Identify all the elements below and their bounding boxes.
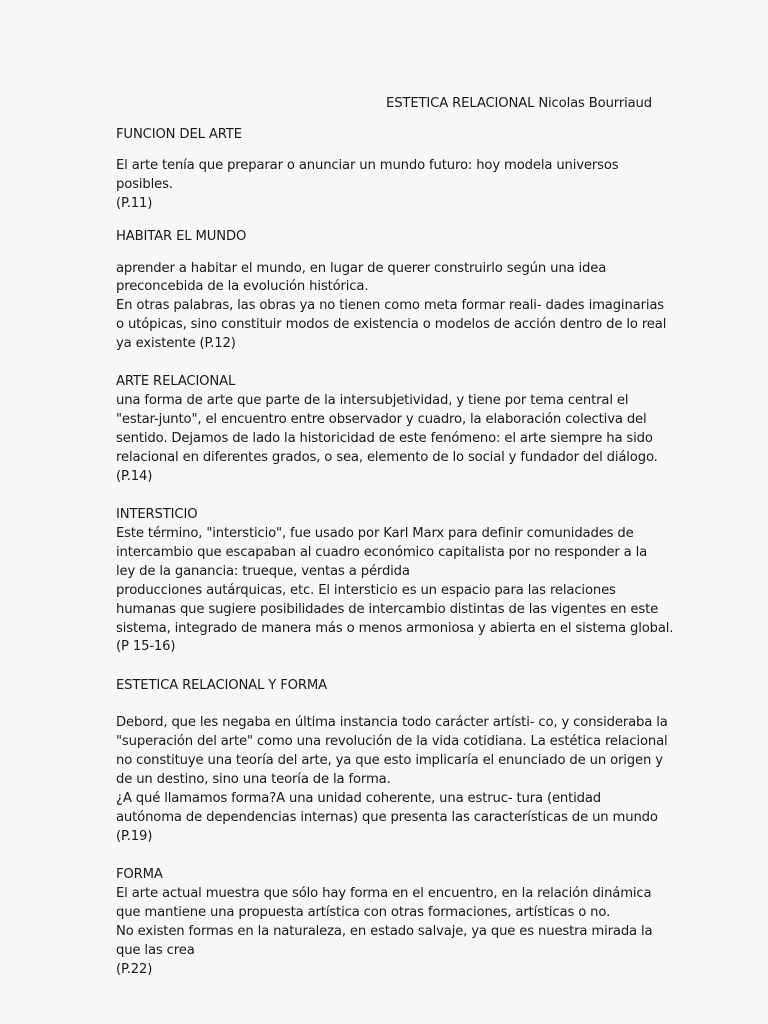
paragraph-line: Este término, "intersticio", fue usado por Karl Marx para definir comunidades de — [116, 526, 634, 541]
section-heading: FORMA — [116, 867, 163, 882]
paragraph-line: aprender a habitar el mundo, en lugar de querer construirlo según una idea — [116, 261, 607, 276]
paragraph-line: que las crea — [116, 943, 195, 958]
section-heading: INTERSTICIO — [116, 507, 198, 522]
paragraph-line: de un destino, sino una teoría de la forma. — [116, 772, 391, 787]
section-heading: FUNCION DEL ARTE — [116, 127, 242, 142]
paragraph-line: sistema, integrado de manera más o menos armoniosa y abierta en el sistema global. — [116, 621, 674, 636]
page-reference: (P.22) — [116, 962, 153, 977]
paragraph-line: ya existente (P.12) — [116, 336, 236, 351]
paragraph-line: autónoma de dependencias internas) que presenta las características de un mundo — [116, 810, 658, 825]
paragraph-line: posibles. — [116, 177, 173, 192]
paragraph-line: "superación del arte" como una revolución de la vida cotidiana. La estética relacional — [116, 734, 668, 749]
paragraph-line: que mantiene una propuesta artística con otras formaciones, artísticas o no. — [116, 905, 611, 920]
section-heading: ARTE RELACIONAL — [116, 374, 236, 389]
paragraph-line: ley de la ganancia: trueque, ventas a pérdida — [116, 564, 410, 579]
document-header: ESTETICA RELACIONAL Nicolas Bourriaud — [386, 96, 652, 111]
paragraph-line: no constituye una teoría del arte, ya que esto implicaría el enunciado de un origen y — [116, 753, 663, 768]
paragraph-line: preconcebida de la evolución histórica. — [116, 279, 369, 294]
paragraph-line: humanas que sugiere posibilidades de intercambio distintas de las vigentes en este — [116, 602, 659, 617]
paragraph-line: No existen formas en la naturaleza, en estado salvaje, ya que es nuestra mirada la — [116, 924, 653, 939]
paragraph-line: El arte tenía que preparar o anunciar un mundo futuro: hoy modela universos — [116, 158, 619, 173]
page-reference: (P 15-16) — [116, 639, 176, 654]
page-reference: (P.19) — [116, 829, 153, 844]
paragraph-line: una forma de arte que parte de la intersubjetividad, y tiene por tema central el — [116, 393, 629, 408]
page-reference: (P.14) — [116, 469, 153, 484]
paragraph-line: o utópicas, sino constituir modos de existencia o modelos de acción dentro de lo real — [116, 317, 667, 332]
paragraph-line: sentido. Dejamos de lado la historicidad de este fenómeno: el arte siempre ha sido — [116, 431, 653, 446]
paragraph-line: relacional en diferentes grados, o sea, elemento de lo social y fundador del diálogo. — [116, 450, 658, 465]
paragraph-line: "estar-junto", el encuentro entre observador y cuadro, la elaboración colectiva del — [116, 412, 647, 427]
section-heading: ESTETICA RELACIONAL Y FORMA — [116, 678, 328, 693]
paragraph-line: ¿A qué llamamos forma?A una unidad coherente, una estruc- tura (entidad — [116, 791, 602, 806]
paragraph-line: Debord, que les negaba en última instancia todo carácter artísti- co, y consideraba la — [116, 715, 668, 730]
paragraph-line: producciones autárquicas, etc. El intersticio es un espacio para las relaciones — [116, 583, 616, 598]
section-heading: HABITAR EL MUNDO — [116, 229, 247, 244]
page-reference: (P.11) — [116, 196, 153, 211]
paragraph-line: intercambio que escapaban al cuadro económico capitalista por no responder a la — [116, 545, 648, 560]
paragraph-line: El arte actual muestra que sólo hay forma en el encuentro, en la relación dinámica — [116, 886, 652, 901]
paragraph-line: En otras palabras, las obras ya no tienen como meta formar reali- dades imaginarias — [116, 298, 665, 313]
